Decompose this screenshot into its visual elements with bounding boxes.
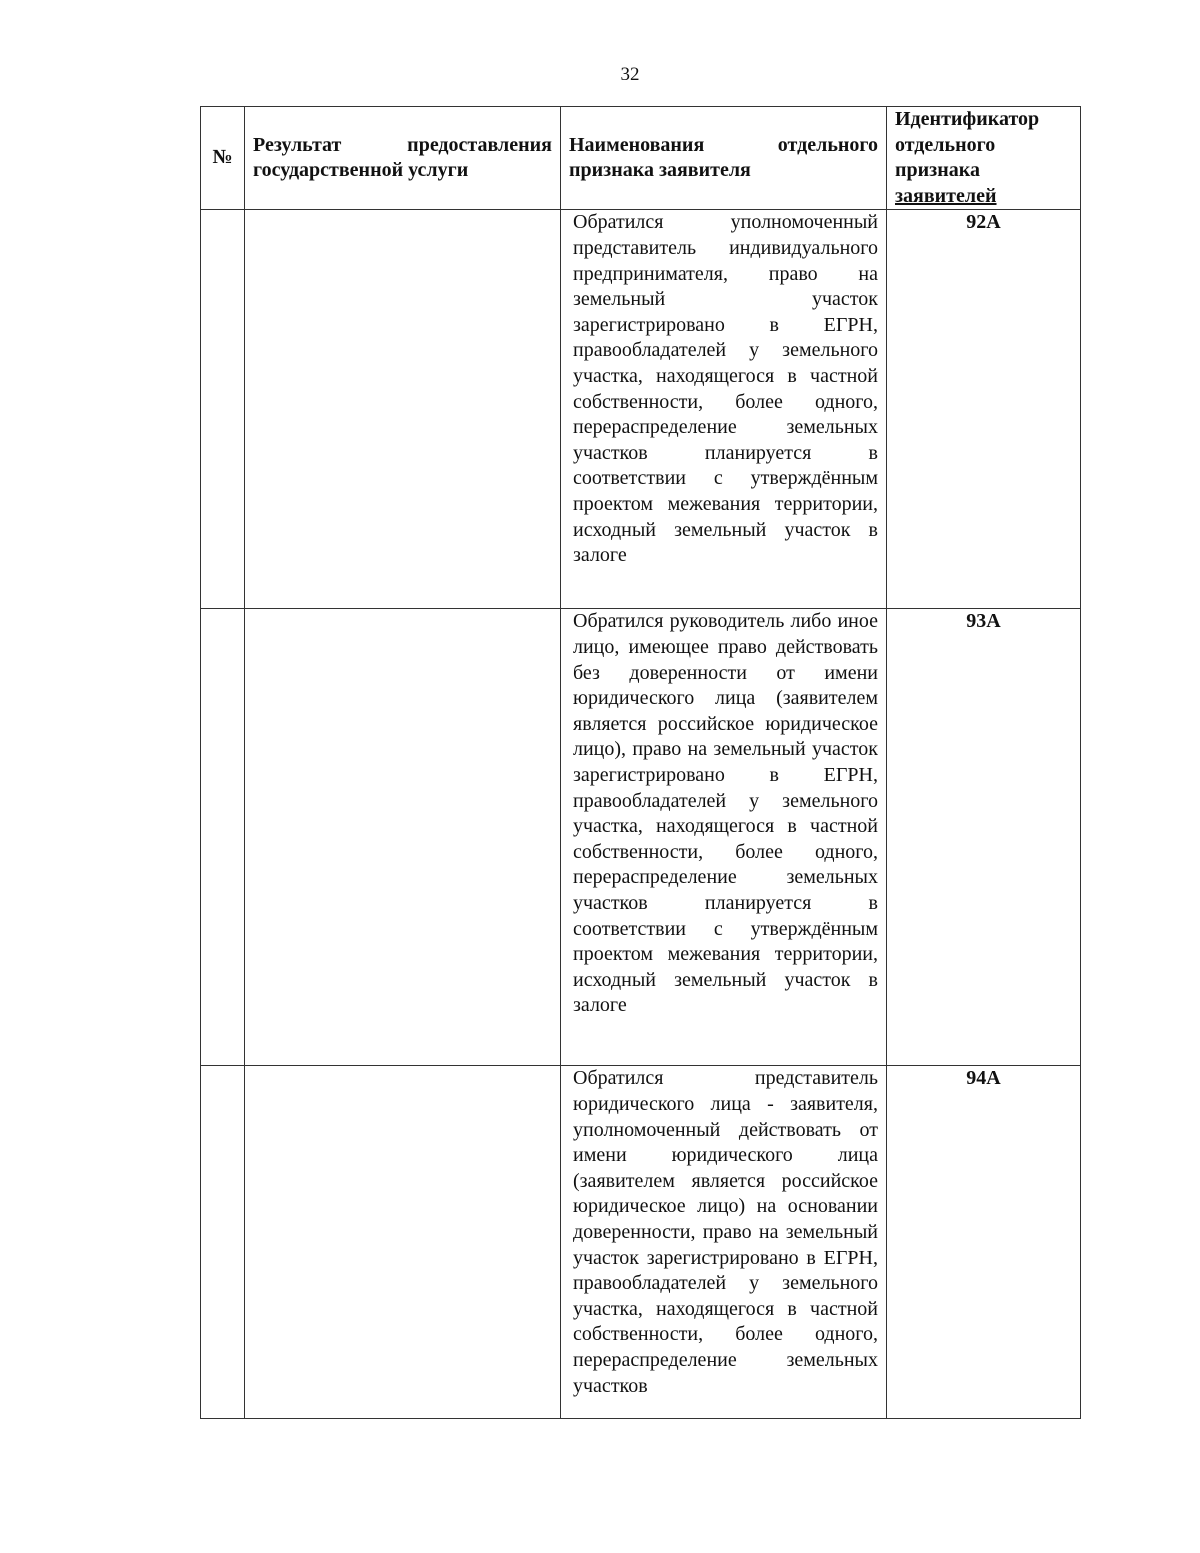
applicant-criteria-table <box>200 106 1081 1419</box>
header-identifier-line: Идентификатор <box>895 108 1040 130</box>
header-identifier-line: признака <box>895 159 980 182</box>
table-header-row <box>201 107 1081 210</box>
table-row <box>201 609 1081 1066</box>
row-identifier-cell: 92А <box>887 210 1081 609</box>
row-identifier-cell: 94А <box>887 1066 1081 1419</box>
row-result-cell <box>245 210 561 609</box>
header-identifier-line: заявителей <box>895 184 997 207</box>
row-number-cell <box>201 609 245 1066</box>
header-result: Результат предоставления государственной услуги <box>245 107 561 210</box>
row-number-cell <box>201 210 245 609</box>
row-number-cell <box>201 1066 245 1419</box>
header-number: № <box>201 107 245 210</box>
header-criterion-name: Наименования отдельного признака заявителя <box>561 107 887 210</box>
row-result-cell <box>245 609 561 1066</box>
table-row <box>201 1066 1081 1419</box>
row-description-text: Обратился представитель юридического лица - заявителя, уполномоченный действовать от имени юридического лица (заявителем является российское юридическое лицо) на основании доверенности, право на земельный участок зарегистрировано в ЕГРН, правообладателей у земельного участка, находящегося в частной собственности, более одного, перераспределение земельных участков <box>573 1067 878 1397</box>
row-result-cell <box>245 1066 561 1419</box>
row-description-cell: Обратился руководитель либо иное лицо, имеющее право действовать без доверенности от имени юридического лица (заявителем является российское юридическое лицо), право на земельный участок зарегистрировано в ЕГРН, правообладателей у земельного участка, находящегося в частной собственности, более одного, перераспределение земельных участков планируется в соответствии с утверждённым проектом межевания территории, исходный земельный участок в залоге <box>561 609 887 1066</box>
header-identifier-line: отдельного <box>895 133 996 156</box>
row-description-cell: Обратился уполномоченный представитель индивидуального предпринимателя, право на земельный участок зарегистрировано в ЕГРН, правообладателей у земельного участка, находящегося в частной собственности, более одного, перераспределение земельных участков планируется в соответствии с утверждённым проектом межевания территории, исходный земельный участок в залоге <box>561 210 887 609</box>
page-number: 32 <box>620 64 640 85</box>
row-identifier-cell: 93А <box>887 609 1081 1066</box>
row-description-cell <box>561 1066 887 1419</box>
header-identifier <box>887 107 1081 210</box>
table-row <box>201 210 1081 609</box>
